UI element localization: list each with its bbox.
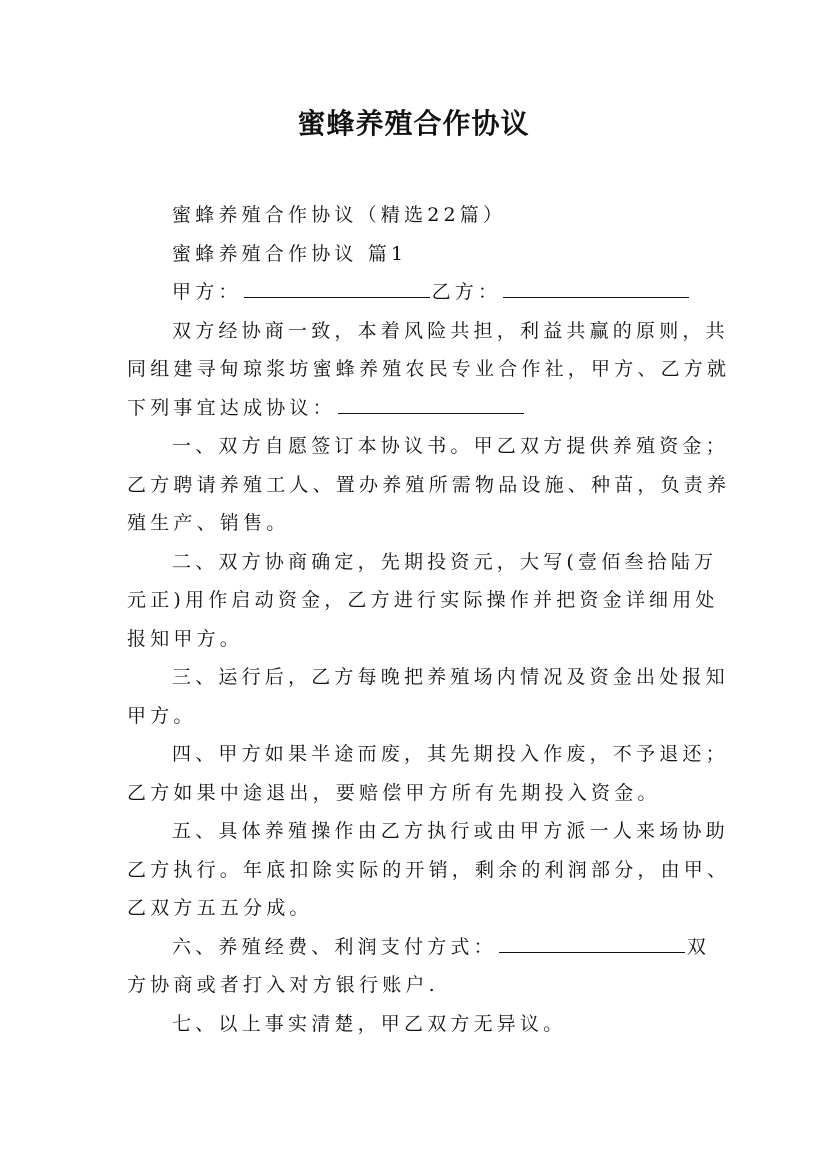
clause-5-line-1: 五、具体养殖操作由乙方执行或由甲方派一人来场协助 bbox=[172, 820, 729, 842]
clause-6-line-2: 方协商或者打入对方银行账户. bbox=[127, 974, 439, 996]
section-heading: 蜜蜂养殖合作协议 篇1 bbox=[172, 242, 408, 265]
clause-1-line-2: 乙方聘请养殖工人、置办养殖所需物品设施、种苗，负责养 bbox=[127, 473, 731, 496]
clause-5-line-3: 乙双方五五分成。 bbox=[127, 897, 313, 919]
intro-blank bbox=[338, 391, 524, 414]
party-a-label: 甲方： bbox=[172, 281, 242, 303]
intro-line-2: 同组建寻甸琼浆坊蜜蜂养殖农民专业合作社，甲方、乙方就 bbox=[127, 358, 731, 380]
clause-6-line-1 bbox=[127, 928, 711, 967]
clause-6-prefix: 六、养殖经费、利润支付方式： bbox=[172, 935, 497, 958]
payment-method-blank bbox=[499, 930, 685, 953]
clause-1-line-3: 殖生产、销售。 bbox=[127, 512, 290, 534]
clause-4-line-2: 乙方如果中途退出，要赔偿甲方所有先期投入资金。 bbox=[127, 781, 661, 804]
clause-1-line-1: 一、双方自愿签订本协议书。甲乙双方提供养殖资金； bbox=[172, 435, 729, 457]
clause-3-line-2: 甲方。 bbox=[127, 704, 197, 727]
party-b-blank bbox=[503, 275, 689, 298]
intro-line-1: 双方经协商一致，本着风险共担，利益共赢的原则，共 bbox=[172, 319, 729, 342]
clause-3-line-1: 三、运行后，乙方每晚把养殖场内情况及资金出处报知 bbox=[172, 666, 729, 688]
intro-line-3-text: 下列事宜达成协议： bbox=[127, 396, 336, 419]
intro-line-3 bbox=[127, 389, 707, 428]
clause-2-line-1: 二、双方协商确定，先期投资元，大写(壹佰叁拾陆万 bbox=[172, 550, 718, 573]
party-a-blank bbox=[244, 275, 430, 298]
clause-4-line-1: 四、甲方如果半途而废，其先期投入作废，不予退还； bbox=[172, 743, 729, 765]
clause-6-suffix: 双 bbox=[686, 935, 711, 958]
party-b-label: 乙方： bbox=[431, 281, 502, 303]
subtitle: 蜜蜂养殖合作协议（精选22篇） bbox=[172, 204, 507, 226]
document-title: 蜜蜂养殖合作协议 bbox=[297, 107, 530, 140]
document-body bbox=[127, 196, 731, 1043]
clause-7-line-1: 七、以上事实清楚，甲乙双方无异议。 bbox=[172, 1012, 567, 1035]
parties-line bbox=[127, 273, 707, 312]
clause-2-line-3: 报知甲方。 bbox=[127, 627, 244, 650]
clause-2-line-2: 元正)用作启动资金，乙方进行实际操作并把资金详细用处 bbox=[127, 589, 719, 611]
clause-5-line-2: 乙方执行。年底扣除实际的开销，剩余的利润部分，由甲、 bbox=[127, 858, 731, 881]
